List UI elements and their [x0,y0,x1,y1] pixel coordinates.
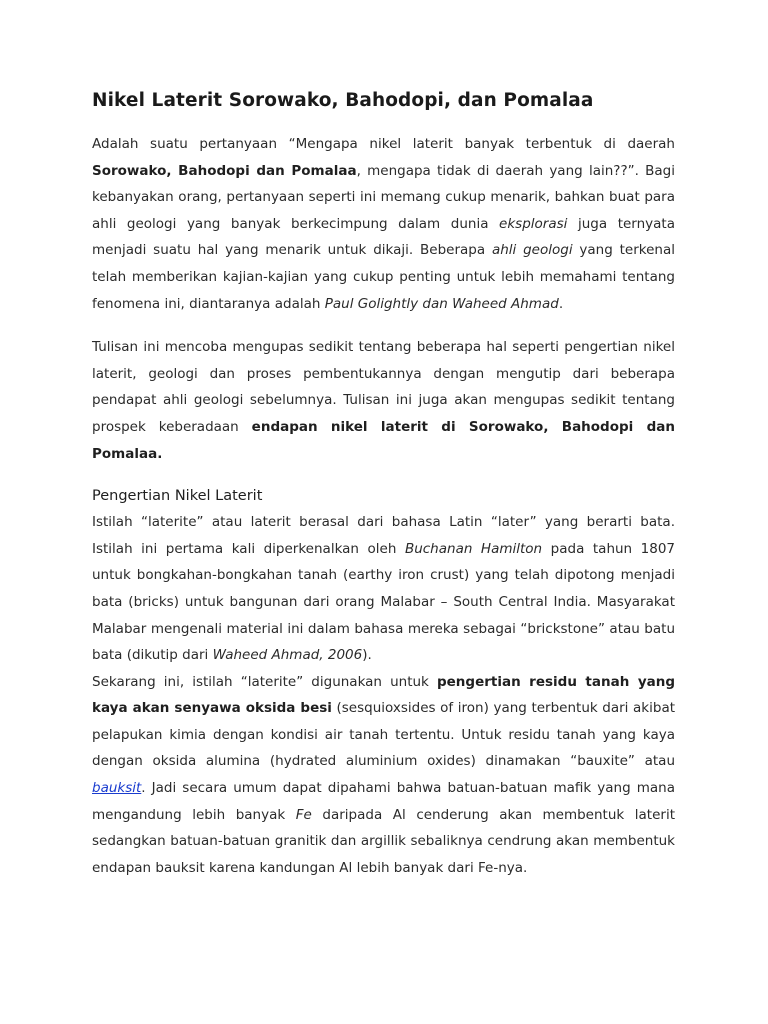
paragraph-text: Istilah “laterite” atau laterit berasal dari bahasa Latin “later” yang berarti bata. Istilah ini pertama kali diperkenalkan oleh [92,514,675,557]
paragraph-text: Sekarang ini, istilah “laterite” digunakan untuk [92,673,437,690]
italic-text: Paul Golightly dan Waheed Ahmad [324,295,559,312]
italic-text: Buchanan Hamilton [404,540,543,557]
italic-text: Waheed Ahmad, 2006 [212,647,363,664]
section-heading: Pengertian Nikel Laterit [92,488,263,505]
paragraph-text: juga ternyata menjadi suatu hal yang menarik untuk dikaji. Beberapa [92,215,675,259]
paragraph-text: Tulisan ini mencoba mengupas sedikit tentang beberapa hal seperti pengertian nikel laterit, geologi dan proses pembentukannya dengan mengutip dari beberapa pendapat ahli geologi sebelumnya. Tulisan ini juga akan mengupas sedikit tentang prospek keberadaan [92,339,675,435]
paragraph-etymology [92,509,675,669]
bold-text: endapan nikel laterit di Sorowako, Bahodopi dan Pomalaa. [92,418,675,462]
paragraph-text: . [558,295,564,312]
paragraph-intro [92,131,675,317]
bold-text: pengertian residu tanah yang kaya akan senyawa oksida besi [92,673,676,717]
document-title: Nikel Laterit Sorowako, Bahodopi, dan Pomalaa [92,90,594,111]
paragraph-scope [92,334,675,467]
paragraph-definition [92,669,675,882]
paragraph-text: ). [362,647,372,664]
italic-text: ahli geologi [491,242,573,259]
paragraph-text: . Jadi secara umum dapat dipahami bahwa batuan-batuan mafik yang mana mengandung lebih banyak [92,780,675,823]
italic-text: eksplorasi [499,215,568,232]
paragraph-text: , mengapa tidak di daerah yang lain??”. Bagi kebanyakan orang, pertanyaan seperti ini memang cukup menarik, bahkan buat para ahli geologi yang banyak berkecimpung dalam dunia [92,162,675,232]
paragraph-text: (sesquioxsides of iron) yang terbentuk dari akibat pelapukan kimia dengan kondisi air tanah tertentu. Untuk residu tanah yang kaya dengan oksida alumina (hydrated aluminium oxides) dinamakan “bauxite” atau [92,700,676,770]
paragraph-text: Adalah suatu pertanyaan “Mengapa nikel laterit banyak terbentuk di daerah [92,136,675,152]
paragraph-text: pada tahun 1807 untuk bongkahan-bongkahan tanah (earthy iron crust) yang telah dipotong menjadi bata (bricks) untuk bangunan dari orang Malabar – South Central India. Masyarakat Malabar mengenali material ini dalam bahasa mereka sebagai “brickstone” atau batu bata (dikutip dari [92,540,676,664]
document-page [92,88,675,881]
bauksit-link[interactable]: bauksit [92,780,142,797]
paragraph-text: yang terkenal telah memberikan kajian-kajian yang cukup penting untuk lebih memahami tentang fenomena ini, diantaranya adalah [92,242,676,312]
italic-text: Fe [295,806,312,823]
paragraph-text: daripada Al cenderung akan membentuk laterit sedangkan batuan-batuan granitik dan argillik sebaliknya cendrung akan membentuk endapan bauksit karena kandungan Al lebih banyak dari Fe-nya. [92,806,675,876]
bold-text: Sorowako, Bahodopi dan Pomalaa [92,162,357,179]
